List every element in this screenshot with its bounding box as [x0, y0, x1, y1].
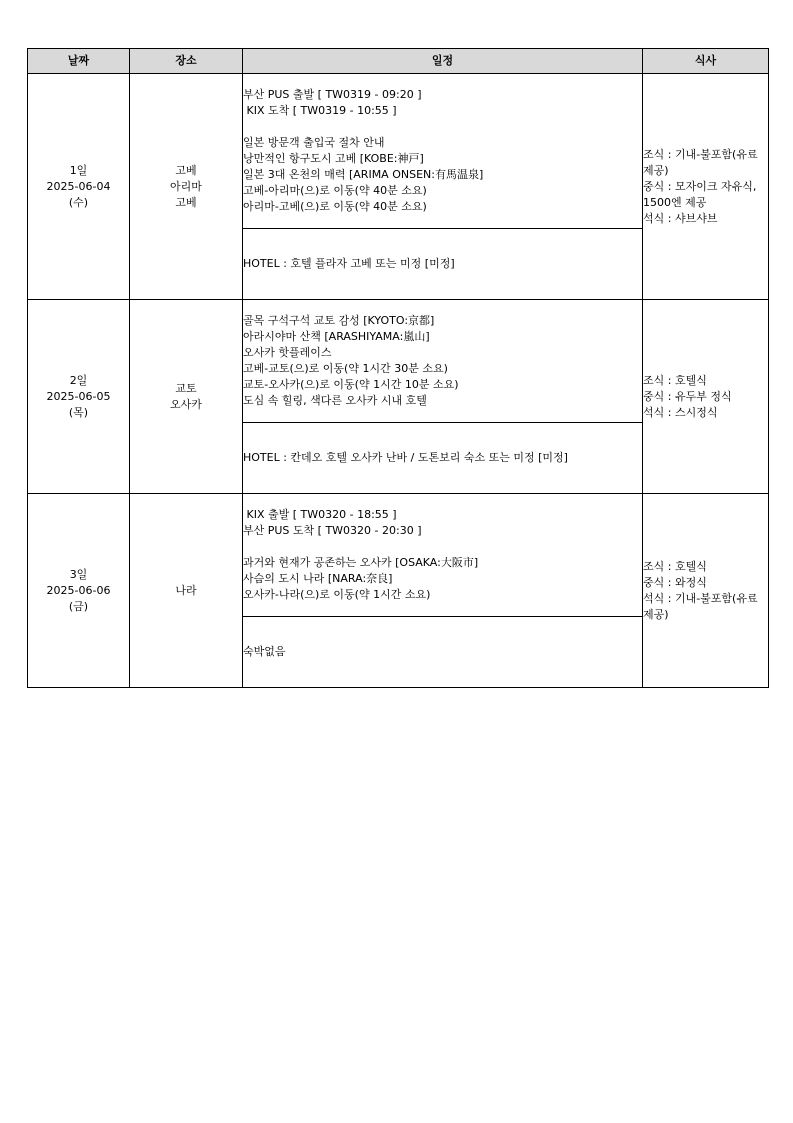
- day-1-schedule-row: [28, 74, 769, 229]
- day-2-schedule-cell: [243, 300, 643, 423]
- schedule-line: 골목 구석구석 교토 감성 [KYOTO:京都]: [243, 314, 435, 327]
- day-2-date-cell: [28, 300, 130, 494]
- place-name: 교토: [175, 381, 197, 395]
- schedule-line: 과거와 현재가 공존하는 오사카 [OSAKA:大阪市]: [243, 556, 479, 569]
- meal-lunch: 중식 : 유두부 정식: [643, 389, 732, 403]
- day-3-schedule-row: [28, 494, 769, 617]
- schedule-line: 아라시야마 산책 [ARASHIYAMA:嵐山]: [243, 330, 430, 343]
- header-place: 장소: [130, 49, 243, 74]
- day-1-hotel-cell: HOTEL : 호텔 플라자 고베 또는 미정 [미정]: [243, 229, 643, 300]
- date-text: 2025-06-05: [46, 389, 111, 403]
- day-3-meal-cell: [643, 494, 769, 688]
- date-text: 2025-06-06: [46, 583, 111, 597]
- day-3-hotel-cell: 숙박없음: [243, 617, 643, 688]
- meal-lunch: 중식 : 모자이크 자유식, 1500엔 제공: [643, 179, 757, 209]
- day-label: 1일: [69, 163, 88, 177]
- day-2-place-cell: [130, 300, 243, 494]
- schedule-line: KIX 출발 [ TW0320 - 18:55 ]: [243, 508, 397, 521]
- itinerary-table: [27, 48, 769, 688]
- day-1-meal-cell: [643, 74, 769, 300]
- header-row: [28, 49, 769, 74]
- header-meal: 식사: [643, 49, 769, 74]
- schedule-line: 사슴의 도시 나라 [NARA:奈良]: [243, 572, 393, 585]
- day-3-date-cell: [28, 494, 130, 688]
- schedule-line: 오사카 핫플레이스: [243, 346, 332, 359]
- schedule-line: 일본 3대 온천의 매력 [ARIMA ONSEN:有馬温泉]: [243, 168, 484, 181]
- place-name: 고베: [175, 195, 197, 209]
- day-3-schedule-cell: [243, 494, 643, 617]
- meal-breakfast: 조식 : 호텔식: [643, 373, 707, 387]
- weekday-text: (수): [68, 195, 89, 209]
- day-2-meal-cell: [643, 300, 769, 494]
- schedule-line: 고베-교토(으)로 이동(약 1시간 30분 소요): [243, 362, 448, 375]
- header-date: 날짜: [28, 49, 130, 74]
- meal-dinner: 석식 : 스시정식: [643, 405, 718, 419]
- schedule-line: 낭만적인 항구도시 고베 [KOBE:神戸]: [243, 152, 424, 165]
- meal-lunch: 중식 : 와정식: [643, 575, 707, 589]
- meal-dinner: 석식 : 샤브샤브: [643, 211, 718, 225]
- day-2-hotel-cell: HOTEL : 칸데오 호텔 오사카 난바 / 도톤보리 숙소 또는 미정 [미정]: [243, 423, 643, 494]
- day-3-place-cell: [130, 494, 243, 688]
- schedule-line: 고베-아리마(으)로 이동(약 40분 소요): [243, 184, 427, 197]
- date-text: 2025-06-04: [46, 179, 111, 193]
- place-name: 오사카: [170, 397, 202, 411]
- place-name: 나라: [175, 583, 197, 597]
- schedule-line: [243, 119, 642, 135]
- schedule-line: 도심 속 힐링, 색다른 오사카 시내 호텔: [243, 394, 427, 407]
- weekday-text: (금): [68, 599, 89, 613]
- day-1-schedule-cell: [243, 74, 643, 229]
- schedule-line: [243, 539, 642, 555]
- schedule-line: 일본 방문객 출입국 절차 안내: [243, 136, 385, 149]
- day-label: 2일: [69, 373, 88, 387]
- day-1-place-cell: [130, 74, 243, 300]
- day-label: 3일: [69, 567, 88, 581]
- schedule-line: 부산 PUS 출발 [ TW0319 - 09:20 ]: [243, 88, 422, 101]
- header-schedule: 일정: [243, 49, 643, 74]
- place-name: 아리마: [170, 179, 202, 193]
- schedule-line: 부산 PUS 도착 [ TW0320 - 20:30 ]: [243, 524, 422, 537]
- place-name: 고베: [175, 163, 197, 177]
- meal-breakfast: 조식 : 호텔식: [643, 559, 707, 573]
- schedule-line: 교토-오사카(으)로 이동(약 1시간 10분 소요): [243, 378, 459, 391]
- schedule-line: 오사카-나라(으)로 이동(약 1시간 소요): [243, 588, 431, 601]
- schedule-line: KIX 도착 [ TW0319 - 10:55 ]: [243, 104, 397, 117]
- weekday-text: (목): [68, 405, 89, 419]
- meal-dinner: 석식 : 기내-불포함(유료제공): [643, 591, 758, 621]
- day-1-date-cell: [28, 74, 130, 300]
- schedule-line: 아리마-고베(으)로 이동(약 40분 소요): [243, 200, 427, 213]
- day-2-schedule-row: [28, 300, 769, 423]
- meal-breakfast: 조식 : 기내-불포함(유료제공): [643, 147, 758, 177]
